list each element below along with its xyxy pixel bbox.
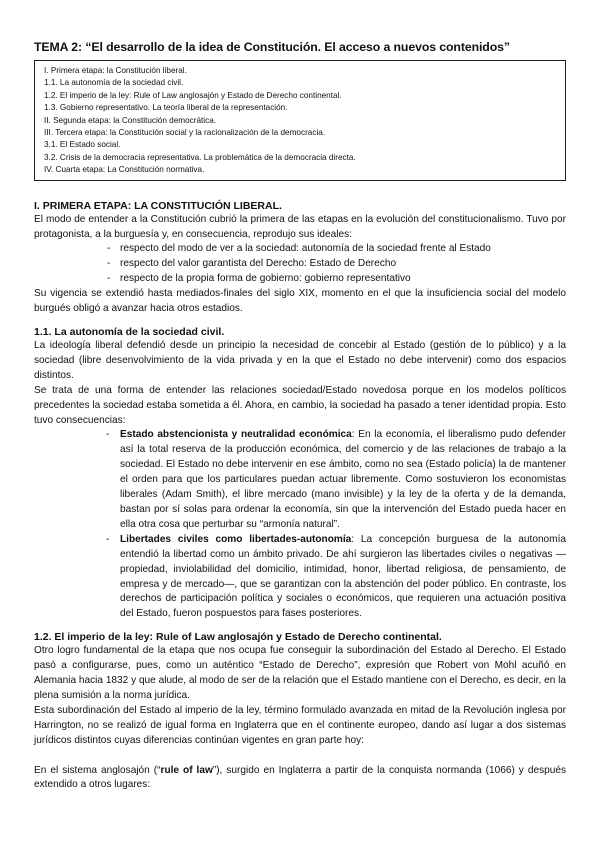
list-item [106,428,566,532]
document-page [34,40,566,802]
toc-item: 1.1. La autonomía de la sociedad civil. [44,78,184,88]
paragraph: El modo de entender a la Constitución cubrió la primera de las etapas en la evolución del constitucionalismo. Tuvo por protagonista, a la burguesía y, en consecuencia, reprodujo sus ideales: [34,213,566,240]
paragraph: Otro logro fundamental de la etapa que nos ocupa fue conseguir la subordinación del Estado al Derecho. El Estado pasó a configurarse, pues, como un auténtico “Estado de Derecho”, expresión que Robert von Mohl acuñó en Alemania hacia 1832 y que alude, al modo de ser de la relación que el Estado mantiene con el Derecho, es decir, en la plena sumisión a la norma jurídica. [34,645,566,701]
text-run: ”), surgido en Inglaterra a partir de la conquista normanda (1066) y después extendido a otros lugares: [34,764,567,791]
paragraph: Esta subordinación del Estado al imperio de la ley, término formulado avanzada en mitad de la Revolución inglesa por Harrington, no se realizó de igual forma en Inglaterra que en el continente europeo, dando así lugar a dos sistemas jurídicos distintos cuyas diferencias continúan vigentes en gran parte hoy: [34,704,566,746]
consequences-list [34,428,566,622]
paragraph: Se trata de una forma de entender las relaciones sociedad/Estado novedosa porque en los modelos políticos precedentes la sociedad estaba sometida a él. Ahora, en cambio, la sociedad ha pasado a tener identidad propia. Esto tuvo consecuencias: [34,384,566,426]
list-item-text: : En la economía, el liberalismo pudo defender así la total reserva de la producción económica, del comercio y de las relaciones de trabajo a la sociedad. El Estado no debe intervenir en ese ámbito, como no sea (Estado policía) la de mantener el orden para que los particulares puedan actuar libremente. Como sostuvieron los economistas liberales (Adam Smith), el libre mercado (mano invisible) y la ley de la oferta y de la demanda, bastan por sí solas para ordenar la economía, sin que la intervención del Estado pueda hacer en ella otra cosa que perturbar su “armonía natural”. [120,429,566,530]
toc-item: III. Tercera etapa: la Constitución social y la racionalización de la democracia. [44,128,326,138]
section-heading: I. PRIMERA ETAPA: LA CONSTITUCIÓN LIBERAL. [34,199,282,212]
list-item: - respecto del modo de ver a la sociedad: autonomía de la sociedad frente al Estado [107,242,566,257]
toc-item: IV. Cuarta etapa: La Constitución normativa. [44,165,205,175]
toc-item: I. Primera etapa: la Constitución liberal. [44,66,187,75]
bold-term: rule of law [160,764,213,776]
paragraph: Su vigencia se extendió hasta mediados-finales del siglo XIX, momento en el que la insuficiencia social del modelo burgués obligó a avanzar hacia otros estadios. [34,288,566,315]
list-item: - respecto del valor garantista del Derecho: Estado de Derecho [107,257,566,272]
list-item [106,533,566,622]
section-autonomia-sociedad-civil [34,326,566,622]
ideals-list [34,242,566,287]
section-imperio-ley [34,631,566,793]
list-item-term: Estado abstencionista y neutralidad económica [120,429,352,441]
list-item-term: Libertades civiles como libertades-autonomía [120,533,352,545]
list-item: - respecto de la propia forma de gobierno: gobierno representativo [107,272,566,287]
toc-item: 3.2. Crisis de la democracia representativa. La problemática de la democracia directa. [44,152,356,162]
document-title: TEMA 2: “El desarrollo de la idea de Constitución. El acceso a nuevos contenidos” [34,40,510,54]
paragraph [34,764,566,794]
toc-item: II. Segunda etapa: la Constitución democrática. [44,115,217,125]
section-heading: 1.2. El imperio de la ley: Rule of Law anglosajón y Estado de Derecho continental. [34,631,442,644]
toc-item: 3.1. El Estado social. [44,140,121,150]
section-heading: 1.1. La autonomía de la sociedad civil. [34,326,225,338]
toc-item: 1.3. Gobierno representativo. La teoría liberal de la representación. [44,103,288,113]
text-run: En el sistema anglosajón (“ [34,764,161,776]
toc-item: 1.2. El imperio de la ley: Rule of Law anglosajón y Estado de Derecho continental. [44,90,342,100]
paragraph: La ideología liberal defendió desde un principio la necesidad de concebir al Estado (gestión de lo público) y a la sociedad (libre desenvolvimiento de la vida privada y en la que el Estado no debe intervenir) como dos espacios distintos. [34,340,566,381]
table-of-contents [34,60,566,181]
section-primera-etapa [34,200,566,317]
list-item-text: : La concepción burguesa de la autonomía entendió la libertad como un ámbito privado. De ahí surgieron las libertades civiles o negativas —propiedad, inviolabilidad del domicilio, intimidad, honor, libertad religiosa, de pensamiento, de empresa y de mercado—, que se garantizan con la abstención del poder público. En contraste, los derechos de participación política y sociales o económicos, que requieren una actuación positiva del Estado, fueron pospuestos para fases posteriores. [120,533,566,620]
